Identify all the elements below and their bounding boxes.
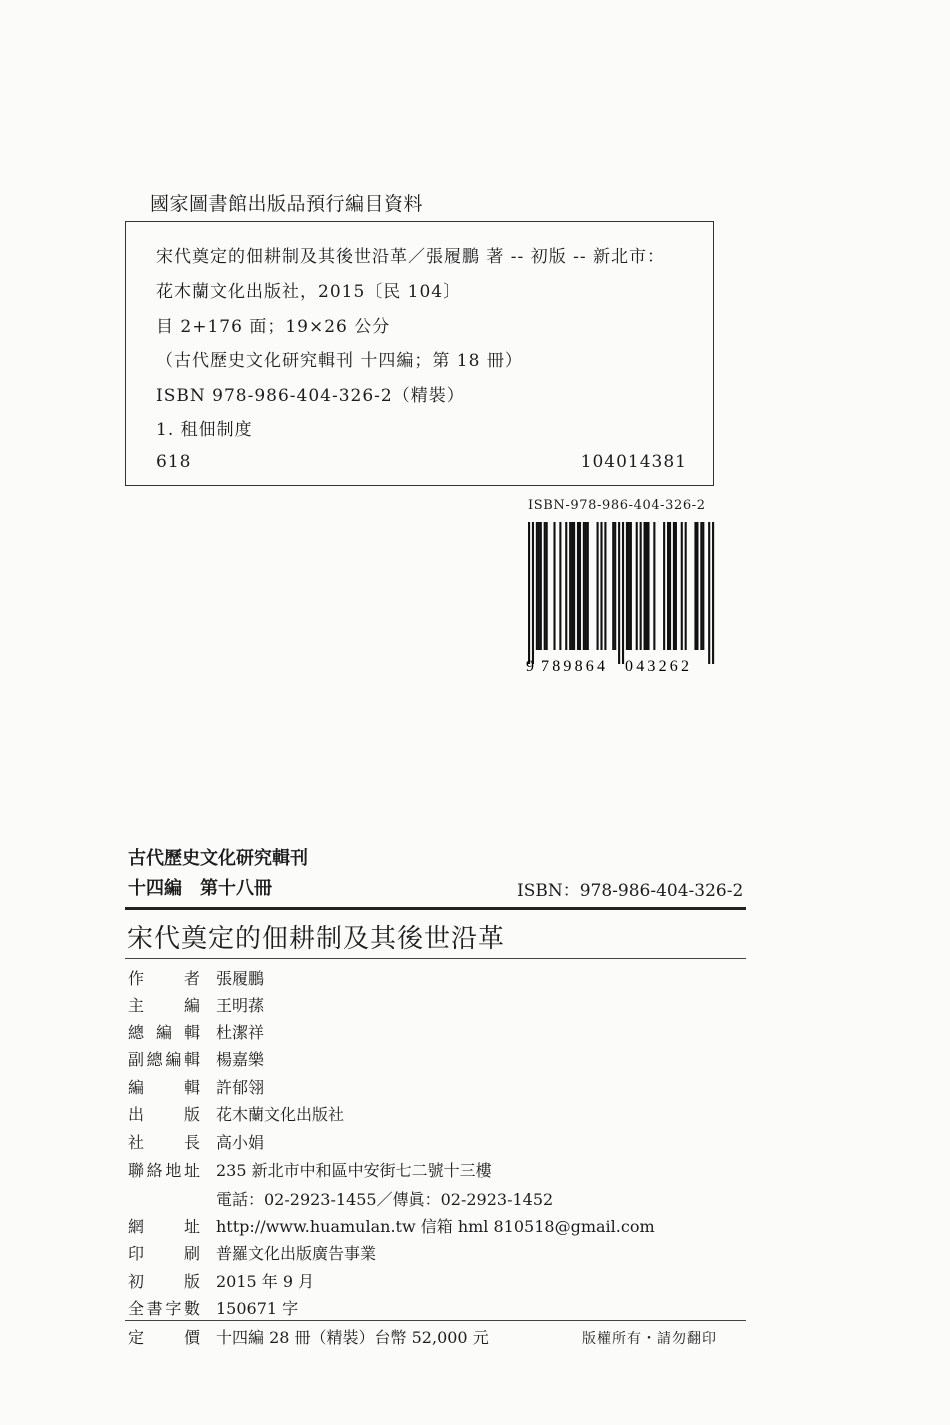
- barcode-bar: [708, 522, 710, 664]
- colophon-label: 出版: [128, 1105, 200, 1124]
- colophon-label: 社長: [128, 1133, 200, 1152]
- barcode-bar: [673, 522, 675, 650]
- divider-thick: [125, 907, 746, 910]
- barcode-digit-first: 9: [526, 658, 534, 675]
- cip-record-number: 104014381: [580, 452, 687, 472]
- divider-thin: [125, 958, 746, 959]
- barcode-digits-left: 789864: [541, 658, 609, 675]
- colophon-value: 杜潔祥: [216, 1023, 265, 1042]
- colophon-label: 總編輯: [128, 1023, 200, 1042]
- colophon-value: 2015 年 9 月: [216, 1272, 315, 1291]
- colophon-value: 張履鵬: [216, 969, 265, 988]
- colophon-value: 電話：02-2923-1455／傳眞：02-2923-1452: [216, 1190, 554, 1209]
- barcode-bar: [604, 522, 606, 650]
- barcode-bar: [712, 522, 714, 664]
- colophon-value: http://www.huamulan.tw 信箱 hml 810518@gmail.com: [216, 1217, 655, 1236]
- barcode-bar: [647, 522, 649, 650]
- barcode-bar: [573, 522, 575, 650]
- barcode-bar: [587, 522, 589, 650]
- barcode-bar: [640, 522, 642, 650]
- cip-record-box: [125, 221, 714, 486]
- barcode-bar: [694, 522, 696, 650]
- isbn-line: ISBN：978-986-404-326-2: [517, 881, 744, 901]
- colophon-value: 楊嘉樂: [216, 1050, 265, 1069]
- colophon-label: 定價: [128, 1328, 200, 1347]
- barcode-bar: [597, 522, 599, 650]
- barcode-bar: [669, 522, 671, 650]
- barcode-bar: [612, 522, 614, 650]
- colophon-label: 全書字數: [128, 1299, 200, 1318]
- barcode-bar: [565, 522, 567, 650]
- colophon-label: 副總編輯: [128, 1050, 200, 1069]
- colophon-value: 高小娟: [216, 1133, 265, 1152]
- barcode-bar: [653, 522, 655, 650]
- barcode-bar: [622, 522, 624, 664]
- colophon-label: 作者: [128, 969, 200, 988]
- cip-line-series: （古代歷史文化研究輯刊 十四編；第 18 冊）: [156, 351, 523, 371]
- barcode-bar: [553, 522, 555, 650]
- barcode-bar: [600, 522, 602, 650]
- colophon-label: 印刷: [128, 1244, 200, 1263]
- barcode-bar: [628, 522, 630, 650]
- barcode-bar: [644, 522, 646, 650]
- colophon-value: 普羅文化出版廣告事業: [216, 1244, 377, 1263]
- barcode-digits-right: 043262: [625, 658, 693, 675]
- barcode-bar: [675, 522, 677, 650]
- barcode-bar: [585, 522, 587, 650]
- barcode-bar: [636, 522, 638, 650]
- series-title: 古代歷史文化研究輯刊: [128, 848, 308, 869]
- barcode-bars: [528, 522, 714, 676]
- barcode-bar: [544, 522, 546, 650]
- barcode-bar: [538, 522, 540, 650]
- barcode-bar: [571, 522, 573, 650]
- cip-line-title: 宋代奠定的佃耕制及其後世沿革／張履鵬 著 -- 初版 -- 新北市：: [156, 247, 665, 267]
- book-title: 宋代奠定的佃耕制及其後世沿革: [127, 924, 506, 954]
- barcode-bar: [559, 522, 561, 650]
- barcode-bar: [618, 522, 620, 664]
- copyright-notice: 版權所有・請勿翻印: [582, 1331, 717, 1347]
- barcode-bar: [626, 522, 628, 650]
- cip-class-number: 618: [156, 452, 192, 472]
- colophon-value: 235 新北市中和區中安街七二號十三樓: [216, 1161, 492, 1180]
- barcode-bar: [681, 522, 683, 650]
- colophon-label: 聯絡地址: [128, 1161, 200, 1180]
- colophon-value: 150671 字: [216, 1299, 299, 1318]
- cip-heading: 國家圖書館出版品預行編目資料: [150, 193, 424, 215]
- barcode-bar: [579, 522, 581, 650]
- cip-line-isbn: ISBN 978-986-404-326-2（精裝）: [156, 386, 465, 406]
- barcode-bar: [536, 522, 538, 650]
- colophon-value: 許郁翎: [216, 1078, 265, 1097]
- colophon-label: 主編: [128, 996, 200, 1015]
- barcode-bar: [528, 522, 530, 664]
- cip-line-publisher: 花木蘭文化出版社，2015〔民 104〕: [156, 282, 462, 302]
- colophon-label: 初版: [128, 1272, 200, 1291]
- barcode-bar: [583, 522, 585, 650]
- isbn-barcode: [528, 498, 714, 676]
- colophon-label: 編輯: [128, 1078, 200, 1097]
- barcode-bar: [667, 522, 669, 650]
- series-volume: 十四編 第十八冊: [128, 878, 272, 899]
- barcode-bar: [685, 522, 687, 650]
- colophon-label: 網址: [128, 1217, 200, 1236]
- colophon-value: 花木蘭文化出版社: [216, 1105, 345, 1124]
- cip-line-pages: 目 2+176 面；19×26 公分: [156, 317, 391, 337]
- cip-line-subject: 1. 租佃制度: [156, 420, 253, 440]
- barcode-isbn-text: ISBN-978-986-404-326-2: [528, 498, 706, 513]
- barcode-bar: [532, 522, 534, 664]
- barcode-bar: [577, 522, 579, 650]
- barcode-bar: [663, 522, 665, 650]
- barcode-bar: [540, 522, 542, 650]
- barcode-bar: [546, 522, 548, 650]
- barcode-bar: [569, 522, 571, 650]
- divider-thin-bottom: [125, 1320, 746, 1321]
- barcode-bar: [630, 522, 632, 650]
- barcode-bar: [696, 522, 698, 650]
- colophon-value: 王明蓀: [216, 996, 265, 1015]
- barcode-bar: [645, 522, 647, 650]
- barcode-bar: [700, 522, 702, 650]
- barcode-bar: [702, 522, 704, 650]
- colophon-value: 十四編 28 冊（精裝）台幣 52,000 元: [216, 1328, 489, 1347]
- barcode-bar: [614, 522, 616, 650]
